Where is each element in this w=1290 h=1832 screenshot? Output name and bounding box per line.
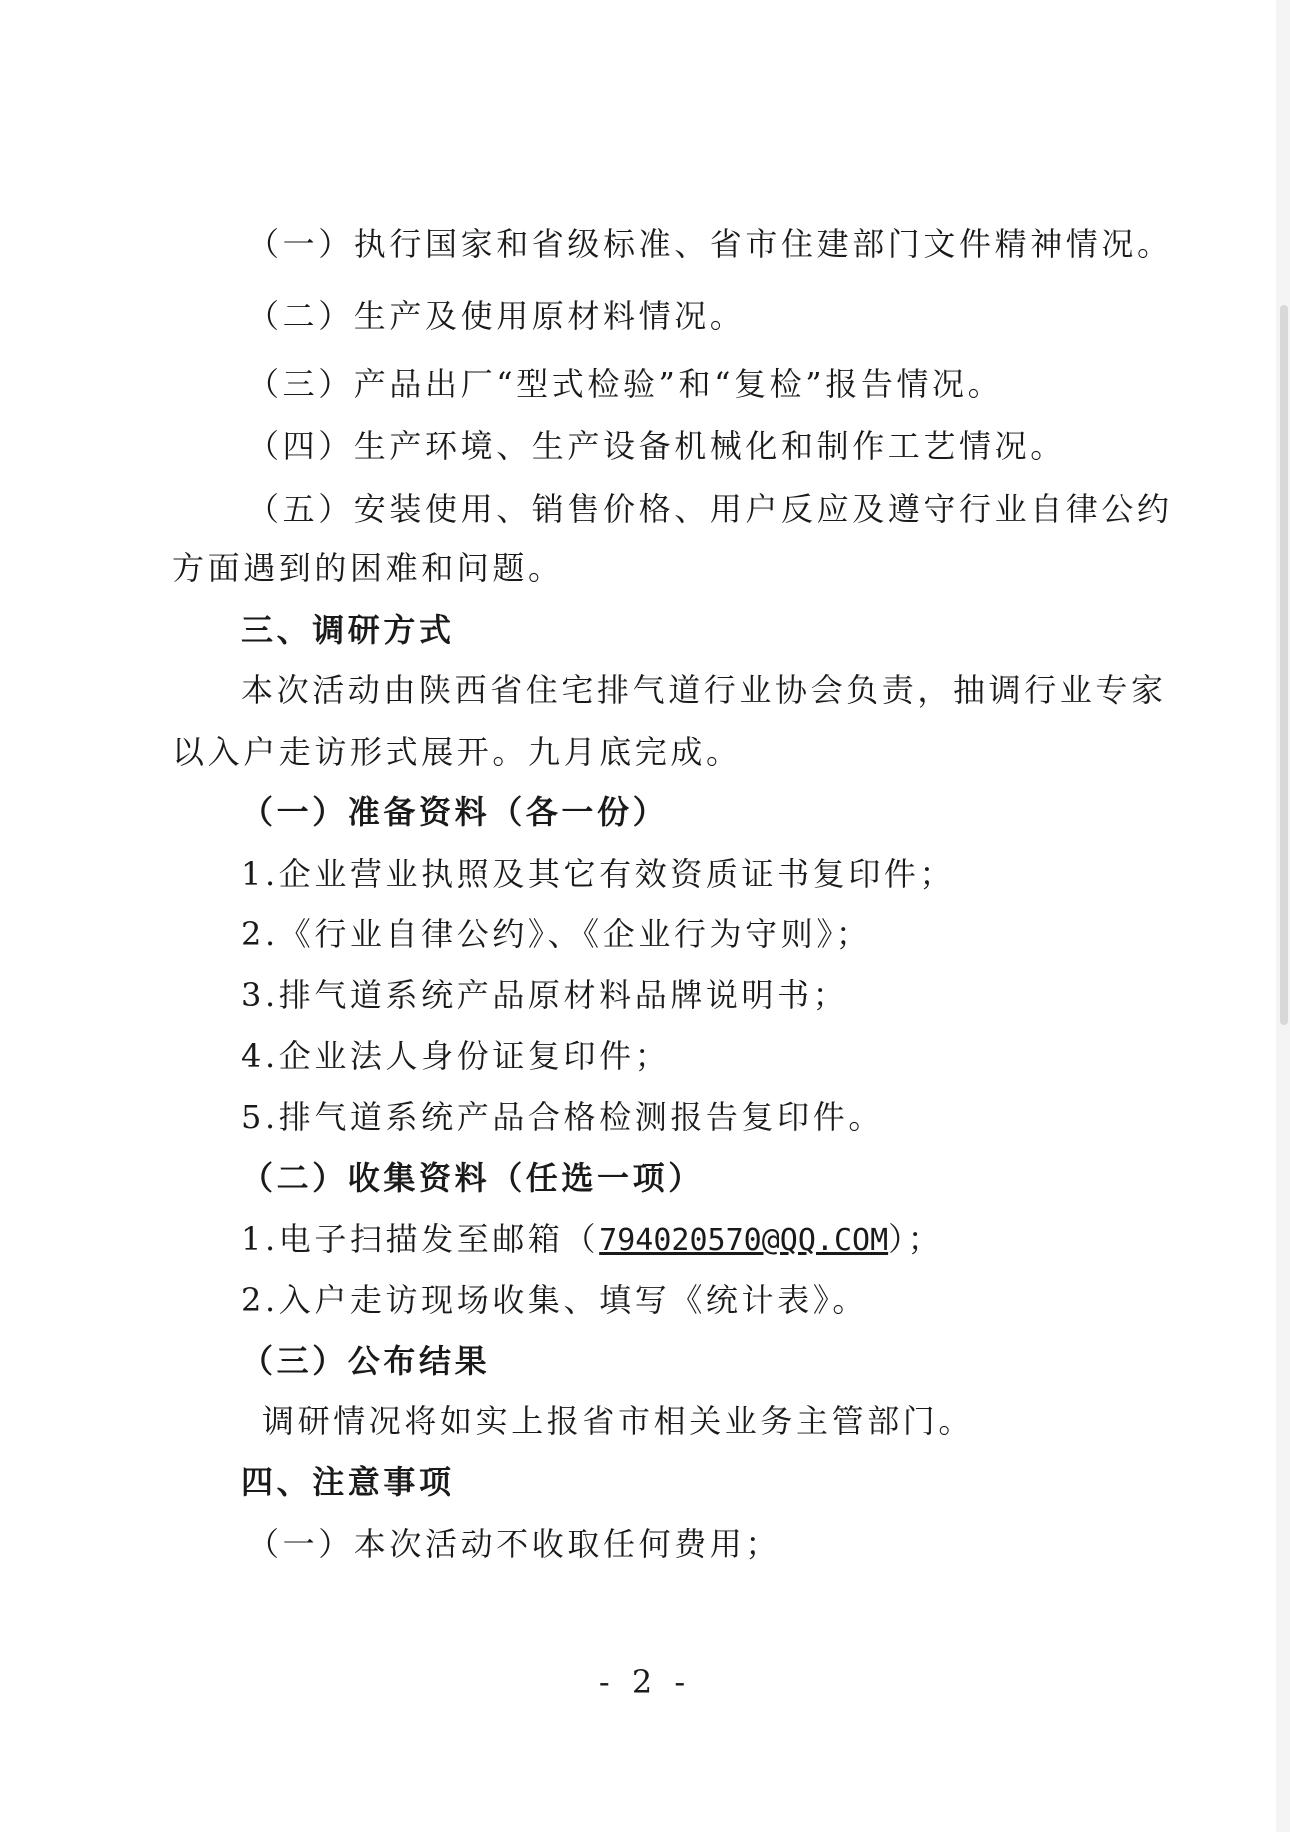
line-text: （三）公布结果: [241, 1342, 491, 1380]
paragraph-no-fee: [247, 1524, 781, 1564]
paragraph-standards: [247, 224, 1173, 264]
line-text: 2.《行业自律公约》、《企业行为守则》；: [241, 915, 872, 953]
scrollbar-thumb[interactable]: [1280, 305, 1288, 1025]
list-item-test-report: [241, 1097, 884, 1137]
paragraph-activity-continued: [172, 732, 742, 772]
subheading-prepare-materials: [241, 792, 668, 832]
paragraph-materials: [247, 296, 745, 336]
line-text: （二）生产及使用原材料情况。: [247, 297, 746, 335]
list-item-conventions: [241, 914, 872, 954]
page-number: - 2 -: [598, 1663, 692, 1701]
paragraph-activity: [241, 670, 1167, 710]
scrollbar-track[interactable]: [1276, 0, 1290, 1832]
heading-notes: [241, 1462, 455, 1502]
line-text: 4.企业法人身份证复印件；: [241, 1037, 671, 1075]
line-text: 1.电子扫描发至邮箱（: [241, 1220, 600, 1258]
list-item-legal-id: [241, 1036, 670, 1076]
email-link[interactable]: 794020570@QQ.COM: [599, 1223, 889, 1258]
list-item-license: [241, 854, 955, 894]
line-text: （一）执行国家和省级标准、省市住建部门文件精神情况。: [247, 225, 1173, 263]
line-text: 四、注意事项: [241, 1463, 455, 1501]
line-text: 1.企业营业执照及其它有效资质证书复印件；: [241, 855, 956, 893]
line-text: （三）产品出厂“型式检验”和“复检”报告情况。: [247, 365, 1004, 403]
line-text: ）；: [888, 1220, 944, 1258]
line-text: （二）收集资料（任选一项）: [241, 1159, 704, 1197]
paragraph-inspection: [247, 364, 1003, 404]
paragraph-installation-continued: [172, 548, 564, 588]
line-text: 3.排气道系统产品原材料品牌说明书；: [241, 976, 849, 1014]
list-item-brand-manual: [241, 975, 848, 1015]
line-text: 5.排气道系统产品合格检测报告复印件。: [241, 1098, 884, 1136]
list-item-onsite: [241, 1280, 868, 1320]
paragraph-installation: [247, 489, 1173, 529]
heading-research-method: [241, 610, 455, 650]
paragraph-environment: [247, 426, 1066, 466]
line-text: （五）安装使用、销售价格、用户反应及遵守行业自律公约: [247, 490, 1173, 528]
subheading-collect-materials: [241, 1158, 704, 1198]
line-text: 三、调研方式: [241, 611, 455, 649]
line-text: 以入户走访形式展开。九月底完成。: [172, 733, 742, 771]
list-item-email: [241, 1219, 943, 1261]
line-text: （一）本次活动不收取任何费用；: [247, 1525, 782, 1563]
line-text: 调研情况将如实上报省市相关业务主管部门。: [262, 1402, 975, 1440]
subheading-publish-results: [241, 1341, 490, 1381]
line-text: 方面遇到的困难和问题。: [172, 549, 564, 587]
line-text: （四）生产环境、生产设备机械化和制作工艺情况。: [247, 427, 1066, 465]
line-text: 2.入户走访现场收集、填写《统计表》。: [241, 1281, 868, 1319]
paragraph-report: [262, 1401, 974, 1441]
line-text: 本次活动由陕西省住宅排气道行业协会负责，抽调行业专家: [241, 671, 1167, 709]
line-text: （一）准备资料（各一份）: [241, 793, 669, 831]
